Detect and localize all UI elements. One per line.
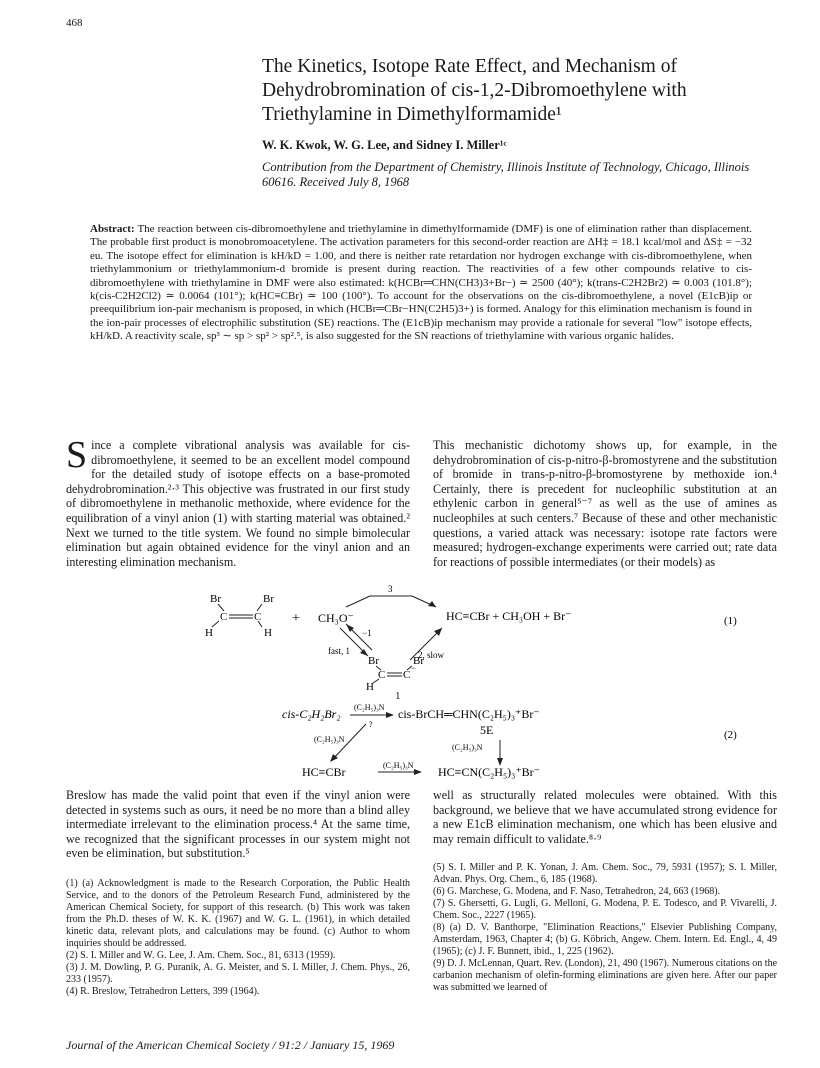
- footnotes-left: [66, 878, 410, 998]
- footnote-8: (8) (a) D. V. Banthorpe, "Elimination Reactions," Elsevier Publishing Company, Amsterdam, 1963, Chapter 4; (b) G. Köbrich, Angew. Chem. Intern. Ed. Engl., 4, 49 (1965); (c) J. F. Bunnett, ibid., 1, 225 (1962).: [433, 922, 777, 957]
- scheme2-bromoacetylene: HC≡CBr: [302, 765, 346, 779]
- lower-right-text: well as structurally related molecules were obtained. With this background, we believe that we have accumulated strong evidence for a new E1cB elimination mechanism, one which has been elusive and may remain difficult to validate.⁸·⁹: [433, 788, 777, 846]
- scheme1-arrow-fast-head: [360, 649, 368, 656]
- journal-footer: Journal of the American Chemical Society / 91:2 / January 15, 1969: [66, 1038, 395, 1052]
- scheme2-reagent-left: (C₂H₅)₃N: [314, 735, 345, 744]
- abstract-label: Abstract:: [90, 223, 135, 235]
- footnote-2: (2) S. I. Miller and W. G. Lee, J. Am. Chem. Soc., 81, 6313 (1959).: [66, 950, 336, 961]
- scheme1-anion-charge: −: [411, 663, 417, 673]
- footnote-5: (5) S. I. Miller and P. K. Yonan, J. Am. Chem. Soc., 79, 5931 (1957); S. I. Miller, Advan. Phys. Org. Chem., 6, 185 (1968).: [433, 862, 777, 885]
- footnote-1: (1) (a) Acknowledgment is made to the Research Corporation, the Public Health Service, and to the donors of the Petroleum Research Fund, administered by the American Chemical Society, for support of this research. (b) This work was taken from the Ph.D. theses of W. K. K. (1967) and W. G. L. (1961), in which detailed kinetic data, relevant plots, and calculations may be found. (c) Author to whom inquiries should be addressed.: [66, 878, 410, 949]
- abstract: [90, 223, 752, 344]
- article-title: The Kinetics, Isotope Rate Effect, and Mechanism of Dehydrobromination of cis-1,2-Dibromoethylene with Triethylamine in Dimethylformamide¹: [262, 56, 687, 125]
- footnotes-right: [433, 862, 777, 994]
- scheme1-products: HC≡CBr + CH₃OH + Br⁻: [446, 609, 572, 623]
- scheme1-anion-br1: Br: [368, 655, 379, 667]
- reaction-scheme-2: [0, 700, 820, 780]
- footnote-6: (6) G. Marchese, G. Modena, and F. Naso, Tetrahedron, 24, 663 (1968).: [433, 886, 721, 897]
- abstract-text: The reaction between cis-dibromoethylene and triethylamine in dimethylformamide (DMF) is one of elimination rather than displacement. The probable first product is monobromoacetylene. The activation parameters for this second-order reaction are ΔH‡ = 18.1 kcal/mol and ΔS‡ = −32 eu. The isotope effect for elimination is kH/kD = 1.00, and there is neither rate retardation nor hydrogen exchange with cis-dibromoethylene, when triethylammonium or triethylammonium-d bromide is present during reaction. The reactivities of a few other compounds relative to cis-dibromoethylene with triethylamine in DMF were also estimated: k(HCBr═CHN(CH3)3+Br−) ≃ 2500 (40°); k(trans-C2H2Br2) ≃ 0.003 (101.8°); k(cis-C2H2Cl2) ≃ 0.0064 (101°); k(HC≡CBr) ≃ 100 (100°). To account for the observations on the cis-dibromoethylene, a novel (E1cB)ip or preequilibrium ion-pair mechanism is proposed, in which (HCBr═CBr−HN(C2H5)3+) is formed. Analogy for this elimination mechanism is found in the ion-pair processes of electrophilic substitution (SE) reactions. The (E1cB)ip mechanism may provide a rationale for several "low" isotope effects, kH/kD. A reactivity scale, sp³ ∼ sp > sp² > sp².⁵, is also suggested for the SN reactions of triethylamine with various organic halides.: [90, 223, 752, 343]
- scheme2-reagent-right: (C₂H₅)₃N: [452, 743, 483, 752]
- scheme2-arrow-bottom-head: [414, 769, 422, 775]
- scheme2-product1: cis-BrCH═CHN(C₂H₅)₃⁺Br⁻: [398, 707, 540, 721]
- scheme1-eq-number: (1): [724, 615, 737, 627]
- scheme1-plus: +: [292, 611, 300, 626]
- scheme1-km1: −1: [362, 628, 372, 638]
- scheme1-anion-label: 1: [395, 690, 401, 702]
- scheme2-reactant: cis-C₂H₂Br₂: [282, 707, 341, 721]
- scheme1-h1: H: [205, 627, 213, 639]
- footnote-7: (7) S. Ghersetti, G. Lugli, G. Melloni, G. Modena, P. E. Todesco, and P. Vivarelli, J. Chem. Soc., 2227 (1965).: [433, 898, 777, 921]
- lower-left-text: Breslow has made the valid point that even if the vinyl anion were detected in systems such as ours, it need be no more than a blind alley intermediate irrelevant to the elimination process.⁴ At the same time, we recognized that the significant processes in our system might not even be elimination, but substitution.⁵: [66, 788, 410, 861]
- intro-left-text: ince a complete vibrational analysis was available for cis-dibromoethylene, it seemed to be an excellent model compound for the detailed study of isotope effects on a base-promoted dehydrobromination.²·³ This objective was frustrated in our first study of dibromoethylene in methanolic methoxide, where evidence for the equilibration of a vinyl anion (1) with starting material was obtained.² Next we turned to the title system. We found no simple bimolecular elimination but again obtained evidence for the vinyl anion and an interesting elimination mechanism.: [66, 438, 410, 569]
- scheme2-product2: HC≡CN(C₂H₅)₃⁺Br⁻: [438, 765, 540, 779]
- scheme1-methoxide: CH₃O⁻: [318, 611, 354, 625]
- scheme2-label-5E: 5E: [480, 723, 494, 737]
- page-number: 468: [66, 17, 83, 29]
- scheme1-arrow3-up: [346, 596, 370, 607]
- scheme1-c2: C: [254, 611, 262, 623]
- scheme1-anion-c2: C: [403, 669, 411, 681]
- article-affiliation: Contribution from the Department of Chemistry, Illinois Institute of Technology, Chicago, Illinois 60616. Received July 8, 1968: [262, 160, 750, 189]
- intro-right-column: This mechanistic dichotomy shows up, for example, in the dehydrobromination of cis-p-nitro-β-bromostyrene and the substitution of bromide in trans-p-nitro-β-bromostyrene by methoxide ion.⁴ Certainly, there is precedent for nucleophilic substitution at an ethylenic carbon in general⁵⁻⁷ as well as the use of amines as nucleophiles at such centers.⁷ Because of these and other mechanistic questions, a varied attack was necessary: isotope rate factors were measured; hydrogen-exchange experiments were carried out; rate data for reactions of possible intermediates (or their models) as: [433, 438, 777, 569]
- scheme1-bond-h1: [212, 621, 219, 627]
- footnote-3: (3) J. M. Dowling, P. G. Puranik, A. G. Meister, and S. I. Miller, J. Chem. Phys., 26, 233 (1957).: [66, 962, 410, 985]
- scheme1-anion-br2: Br: [413, 655, 424, 667]
- scheme1-anion-h: H: [366, 681, 374, 692]
- intro-left-column: [66, 434, 410, 569]
- scheme1-bond-br2: [257, 604, 262, 611]
- scheme2-reagent-bottom: (C₂H₅)₃N: [383, 761, 414, 770]
- scheme1-fast-label: fast, 1: [328, 646, 350, 656]
- scheme1-br2: Br: [263, 593, 274, 605]
- footnote-9: (9) D. J. McLennan, Quart. Rev. (London), 21, 490 (1967). Numerous citations on the carbanion mechanism of olefin-forming eliminations are given here. After our paper was submitted we learned of: [433, 958, 778, 993]
- scheme1-k3: 3: [388, 584, 393, 594]
- footnote-4: (4) R. Breslow, Tetrahedron Letters, 399 (1964).: [66, 986, 260, 997]
- drop-cap: S: [66, 434, 88, 476]
- scheme1-c1: C: [220, 611, 228, 623]
- scheme2-question: ?: [369, 720, 373, 729]
- scheme1-slow-label: 2, slow: [418, 650, 445, 660]
- scheme2-eq-number: (2): [724, 729, 737, 741]
- scheme1-h2: H: [264, 627, 272, 639]
- scheme1-anion-c1: C: [378, 669, 386, 681]
- scheme2-reagent-top: (C₂H₅)₃N: [354, 703, 385, 712]
- article-authors: W. K. Kwok, W. G. Lee, and Sidney I. Miller¹ᶜ: [262, 138, 507, 152]
- scheme2-arrow-top-head: [386, 712, 394, 718]
- scheme1-bond-br1: [218, 604, 224, 611]
- scheme1-br1: Br: [210, 593, 221, 605]
- reaction-scheme-1: [0, 580, 820, 692]
